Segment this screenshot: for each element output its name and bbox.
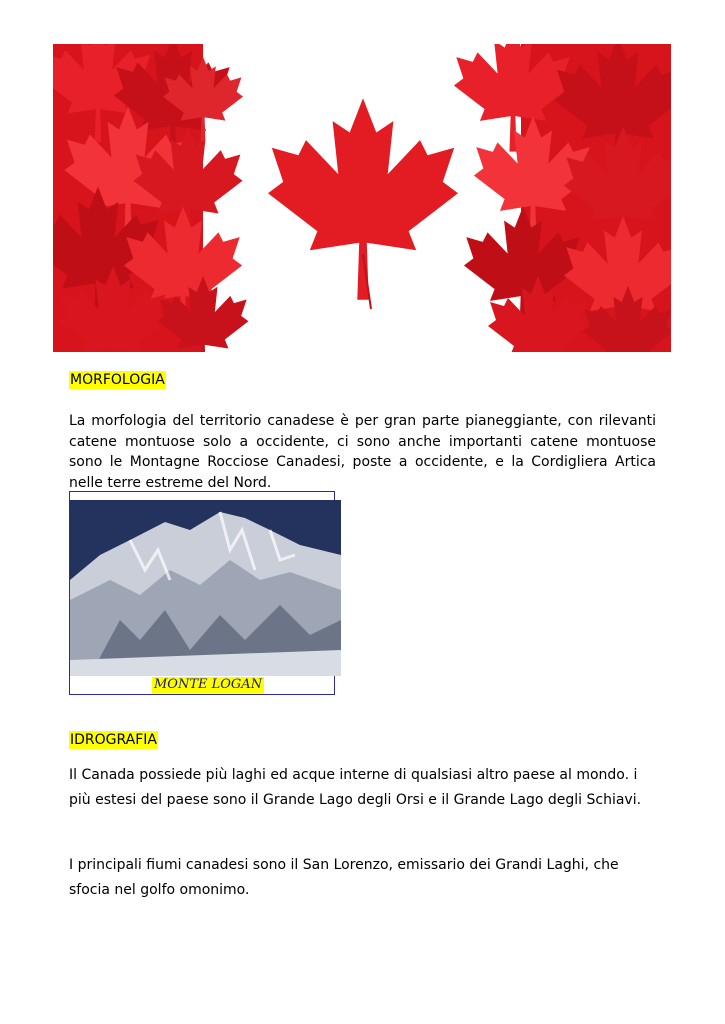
maple-leaf-icon <box>268 98 458 309</box>
paragraph-idrografia-fiumi: I principali fiumi canadesi sono il San Lorenzo, emissario dei Grandi Laghi, che sfocia nel golfo omonimo. <box>69 857 619 898</box>
section-heading-idrografia: IDROGRAFIA <box>70 732 158 748</box>
paragraph-idrografia-laghi: Il Canada possiede più laghi ed acque interne di qualsiasi altro paese al mondo. i più estesi del paese sono il Grande Lago degli Orsi e il Grande Lago degli Schiavi. <box>69 767 642 808</box>
paragraph-morfologia: La morfologia del territorio canadese è per gran parte pianeggiante, con rilevanti catene montuose solo a occidente, ci sono anche importanti catene montuose sono le Montagne Rocciose Canadesi, poste a occidente, e la Cordigliera Artica nelle terre estreme del Nord. <box>69 413 656 491</box>
section-heading-morfologia: MORFOLOGIA <box>70 372 165 388</box>
figure-caption: MONTE LOGAN <box>154 677 263 692</box>
maple-leaf-flag-image <box>53 44 671 352</box>
mount-logan-photo <box>70 500 341 676</box>
canada-flag-banner <box>53 44 671 352</box>
